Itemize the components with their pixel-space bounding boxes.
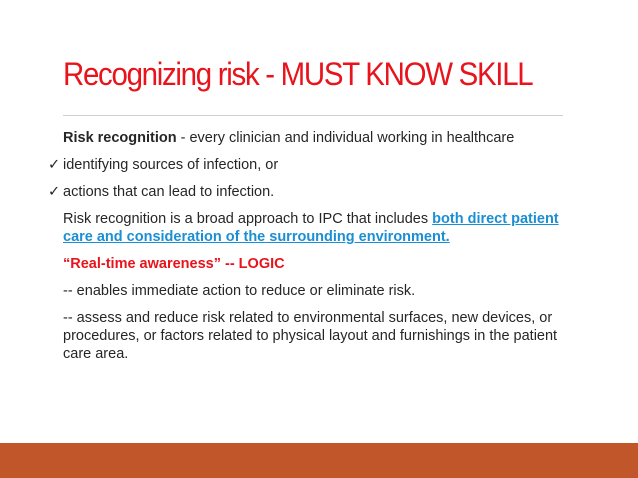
- assess-line: -- assess and reduce risk related to environmental surfaces, new devices, or procedures, or factors related to physical layout and furnishings in the patient care area.: [63, 310, 558, 362]
- checkmark-icon: ✓: [48, 157, 61, 173]
- checklist-item-text: identifying sources of infection, or: [63, 157, 279, 173]
- slide-body: [48, 129, 583, 372]
- direct-care-link[interactable]: both direct patient care and consideration of the surrounding environment.: [63, 211, 559, 245]
- slide-title: Recognizing risk - MUST KNOW SKILL: [63, 56, 533, 92]
- checkmark-icon: ✓: [48, 184, 61, 200]
- risk-recognition-line: [63, 129, 583, 147]
- realtime-awareness-heading: “Real-time awareness” -- LOGIC: [63, 256, 285, 272]
- broad-approach-text: Risk recognition is a broad approach to IPC that includes: [63, 211, 433, 227]
- enables-line: -- enables immediate action to reduce or eliminate risk.: [63, 283, 416, 299]
- footer-bar: [0, 443, 638, 478]
- risk-recognition-definition: - every clinician and individual working in healthcare: [176, 130, 515, 146]
- broad-approach-line: [63, 210, 583, 246]
- checklist-item-text: actions that can lead to infection.: [63, 184, 275, 200]
- checklist-item: [48, 183, 583, 201]
- title-divider: [63, 115, 563, 116]
- risk-recognition-term: Risk recognition: [63, 130, 177, 146]
- checklist-item: [48, 156, 583, 174]
